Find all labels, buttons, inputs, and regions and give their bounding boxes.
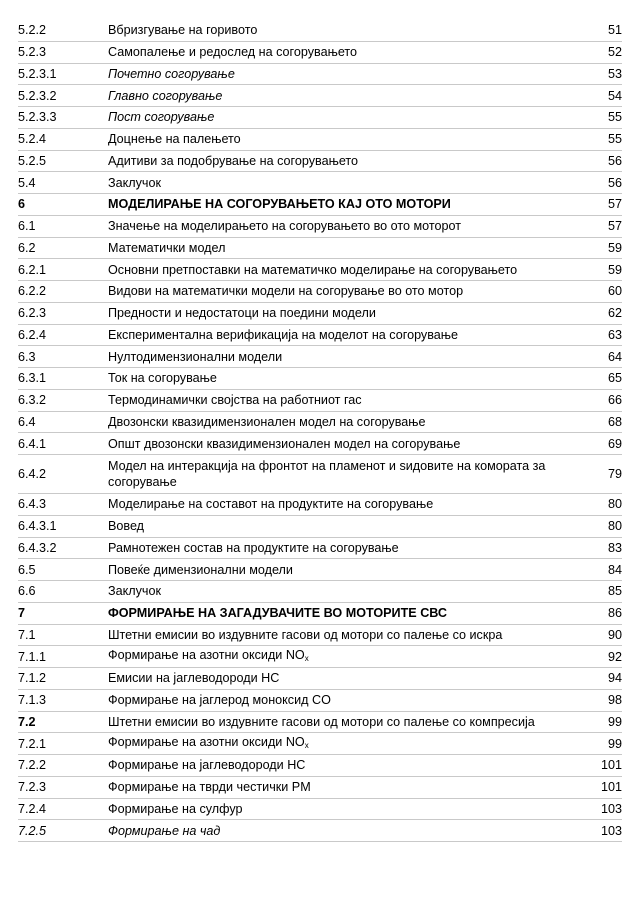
section-title — [108, 540, 594, 556]
section-title-text: Формирање на сулфур — [108, 801, 243, 816]
section-number: 6.5 — [18, 562, 36, 577]
section-number: 7.1 — [18, 627, 36, 642]
page-number: 63 — [607, 327, 622, 342]
page-number: 60 — [607, 284, 622, 299]
section-number: 7.2 — [18, 714, 36, 729]
section-title-text: Формирање на азотни оксиди NO — [108, 647, 305, 662]
toc-row — [18, 64, 622, 86]
section-number: 6.3.2 — [18, 393, 47, 408]
page-number: 79 — [607, 467, 622, 481]
section-title — [108, 496, 594, 512]
section-title-text: Формирање на азотни оксиди NO — [108, 734, 305, 749]
subscript: x — [304, 740, 309, 750]
toc-row — [18, 42, 622, 64]
section-title-text: Формирање на чад — [108, 823, 221, 838]
section-title — [108, 670, 594, 686]
page-number: 62 — [607, 306, 622, 321]
toc-row — [18, 646, 622, 668]
toc-row — [18, 777, 622, 799]
section-title-text: Видови на математички модели на согорување во ото мотор — [108, 284, 464, 299]
page-number: 103 — [600, 801, 622, 816]
section-title — [108, 518, 594, 534]
section-title-text: МОДЕЛИРАЊЕ НА СОГОРУВАЊЕТО КАЈ ОТО МОТОРИ — [108, 197, 451, 212]
section-title — [108, 175, 594, 191]
page-number: 52 — [607, 45, 622, 60]
page-number: 86 — [607, 606, 622, 621]
section-title — [108, 349, 594, 365]
section-title — [108, 757, 594, 773]
toc-row — [18, 455, 622, 494]
section-title-text: Термодинамички својства на работниот гас — [108, 393, 362, 408]
section-title — [108, 801, 594, 817]
toc-row — [18, 20, 622, 42]
toc-row — [18, 390, 622, 412]
page-number: 80 — [607, 497, 622, 512]
section-title-text: Заклучок — [108, 175, 161, 190]
page-number: 59 — [607, 240, 622, 255]
section-title — [108, 283, 594, 299]
section-number: 6.3.1 — [18, 371, 47, 386]
section-title-text: Ток на согорување — [108, 371, 217, 386]
section-title-text: Емисии на јаглеводороди HC — [108, 671, 280, 686]
section-number: 5.2.3.2 — [18, 88, 57, 103]
page-number: 66 — [607, 393, 622, 408]
section-title-text: Експериментална верификација на моделот на согорување — [108, 327, 459, 342]
section-title-text: Моделирање на составот на продуктите на согорување — [108, 497, 434, 512]
page-number: 101 — [600, 758, 622, 773]
section-title — [108, 562, 594, 578]
section-title — [108, 627, 594, 643]
section-title — [108, 153, 594, 169]
page-number: 101 — [600, 780, 622, 795]
toc-row — [18, 559, 622, 581]
section-title — [108, 44, 594, 60]
section-number: 7.2.3 — [18, 780, 47, 795]
section-title — [108, 262, 594, 278]
section-number: 6.4 — [18, 414, 36, 429]
section-title — [108, 436, 594, 452]
toc-row — [18, 516, 622, 538]
page-number: 83 — [607, 540, 622, 555]
section-title — [108, 66, 594, 82]
section-title — [108, 692, 594, 708]
section-title — [108, 779, 594, 795]
toc-row — [18, 85, 622, 107]
section-title-text: Повеќе димензионални модели — [108, 562, 293, 577]
page-number: 103 — [600, 823, 622, 838]
section-number: 7.2.4 — [18, 801, 47, 816]
toc-row — [18, 281, 622, 303]
section-title — [108, 370, 594, 386]
page-number: 51 — [607, 23, 622, 38]
section-number: 7.2.5 — [18, 823, 47, 838]
section-number: 6.6 — [18, 584, 36, 599]
toc-row — [18, 412, 622, 434]
subscript: x — [304, 653, 309, 663]
section-title-text: Заклучок — [108, 584, 161, 599]
section-title — [108, 605, 594, 621]
section-title-text: Самопалење и редослед на согорувањето — [108, 45, 358, 60]
section-title-text: Главно согорување — [108, 88, 223, 103]
section-number: 7.2.2 — [18, 758, 47, 773]
section-title — [108, 714, 594, 730]
section-title-text: ФОРМИРАЊЕ НА ЗАГАДУВАЧИТЕ ВО МОТОРИТЕ СВС — [108, 606, 448, 621]
section-number: 6.4.1 — [18, 436, 47, 451]
section-title-text: Општ двозонски квазидимензионален модел на согорување — [108, 436, 461, 451]
section-title-text: Рамнотежен состав на продуктите на согорување — [108, 540, 399, 555]
section-number: 7.1.1 — [18, 649, 47, 664]
page-number: 98 — [607, 693, 622, 708]
section-number: 7.1.3 — [18, 693, 47, 708]
section-title-text: Формирање на јаглерод моноксид CO — [108, 693, 331, 708]
section-title — [108, 196, 594, 212]
section-number: 6.4.3.2 — [18, 540, 57, 555]
page-number: 56 — [607, 175, 622, 190]
section-title — [108, 109, 594, 125]
section-number: 6.2.3 — [18, 306, 47, 321]
section-number: 5.4 — [18, 175, 36, 190]
section-title-text: Почетно согорување — [108, 66, 235, 81]
section-number: 6.4.3.1 — [18, 519, 57, 534]
section-title-text: Предности и недостатоци на поедини модели — [108, 306, 376, 321]
page-number: 59 — [607, 262, 622, 277]
page-number: 64 — [607, 349, 622, 364]
section-number: 6.2 — [18, 240, 36, 255]
toc-row — [18, 194, 622, 216]
toc-row — [18, 129, 622, 151]
section-title-text: Штетни емисии во издувните гасови од мотори со палење со искра — [108, 627, 503, 642]
toc-row — [18, 712, 622, 734]
section-title-text: Адитиви за подобрување на согорувањето — [108, 153, 359, 168]
toc-row — [18, 368, 622, 390]
section-number: 6 — [18, 197, 26, 212]
section-title-text: Математички модел — [108, 240, 226, 255]
page-number: 99 — [607, 736, 622, 751]
toc-row — [18, 107, 622, 129]
section-title-text: Формирање на јаглеводороди HC — [108, 758, 306, 773]
section-title — [108, 327, 594, 343]
section-title — [108, 647, 594, 667]
page-number: 69 — [607, 436, 622, 451]
section-title — [108, 392, 594, 408]
page-number: 94 — [607, 671, 622, 686]
section-number: 6.2.1 — [18, 262, 47, 277]
section-title — [108, 305, 594, 321]
section-title-text: Двозонски квазидимензионален модел на согорување — [108, 414, 426, 429]
toc-row — [18, 216, 622, 238]
section-number: 5.2.5 — [18, 153, 47, 168]
toc-row — [18, 346, 622, 368]
section-title-text: Доцнење на палењето — [108, 132, 241, 147]
section-title — [108, 240, 594, 256]
section-title-text: Штетни емисии во издувните гасови од мотори со палење со компресија — [108, 714, 535, 729]
section-number: 7.2.1 — [18, 736, 47, 751]
section-title — [108, 218, 594, 234]
section-number: 7.1.2 — [18, 671, 47, 686]
page-number: 53 — [607, 66, 622, 81]
section-title — [108, 414, 594, 430]
section-title-text: Модел на интеракција на фронтот на пламенот и ѕидовите на комората за согорување — [108, 459, 546, 489]
toc-row — [18, 151, 622, 173]
toc-row — [18, 755, 622, 777]
toc-row — [18, 581, 622, 603]
section-title-text: Вбризгување на горивото — [108, 23, 258, 38]
toc-row — [18, 238, 622, 260]
page-number: 55 — [607, 132, 622, 147]
page-number: 56 — [607, 153, 622, 168]
section-title — [108, 583, 594, 599]
page-number: 57 — [607, 197, 622, 212]
table-of-contents — [18, 20, 622, 842]
section-number: 6.4.2 — [18, 467, 47, 481]
toc-row — [18, 820, 622, 842]
section-number: 6.1 — [18, 219, 36, 234]
section-title — [108, 823, 594, 839]
section-number: 5.2.3.1 — [18, 66, 57, 81]
section-title-text: Пост согорување — [108, 110, 215, 125]
toc-row — [18, 799, 622, 821]
section-number: 6.2.4 — [18, 327, 47, 342]
section-title-text: Вовед — [108, 519, 145, 534]
section-title — [108, 88, 594, 104]
toc-row — [18, 690, 622, 712]
section-title-text: Значење на моделирањето на согорувањето во ото моторот — [108, 219, 462, 234]
page-number: 99 — [607, 714, 622, 729]
page-number: 80 — [607, 519, 622, 534]
page-number: 65 — [607, 371, 622, 386]
page-number: 54 — [607, 88, 622, 103]
page-number: 90 — [607, 627, 622, 642]
section-title — [108, 22, 594, 38]
page-number: 92 — [607, 649, 622, 664]
section-number: 6.3 — [18, 349, 36, 364]
page-number: 68 — [607, 414, 622, 429]
section-title — [108, 734, 594, 754]
section-number: 6.4.3 — [18, 497, 47, 512]
section-number: 7 — [18, 606, 26, 621]
section-title-text: Нултодимензионални модели — [108, 349, 283, 364]
toc-row — [18, 603, 622, 625]
section-title-text: Формирање на тврди честички PM — [108, 780, 311, 795]
toc-row — [18, 433, 622, 455]
page-number: 85 — [607, 584, 622, 599]
section-title — [108, 131, 594, 147]
section-number: 5.2.4 — [18, 132, 47, 147]
section-number: 5.2.2 — [18, 23, 47, 38]
toc-row — [18, 259, 622, 281]
toc-row — [18, 325, 622, 347]
section-number: 6.2.2 — [18, 284, 47, 299]
toc-row — [18, 494, 622, 516]
section-number: 5.2.3.3 — [18, 110, 57, 125]
page-number: 84 — [607, 562, 622, 577]
section-number: 5.2.3 — [18, 45, 47, 60]
section-title-text: Основни претпоставки на математичко моделирање на согорувањето — [108, 262, 518, 277]
page-number: 55 — [607, 110, 622, 125]
section-title — [108, 458, 594, 490]
toc-row — [18, 303, 622, 325]
toc-row — [18, 733, 622, 755]
toc-row — [18, 538, 622, 560]
toc-row — [18, 625, 622, 647]
page-number: 57 — [607, 219, 622, 234]
toc-row — [18, 172, 622, 194]
toc-row — [18, 668, 622, 690]
